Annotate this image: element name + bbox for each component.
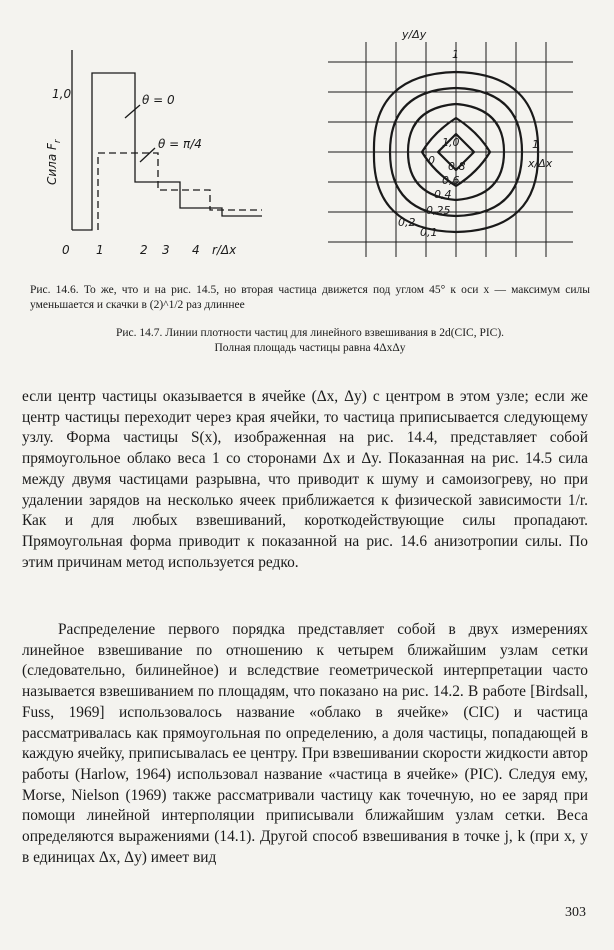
caption-fig-14-6: Рис. 14.6. То же, что и на рис. 14.5, но вторая частица движется под углом 45° к оси x — максимум силы уменьшается и скачки в (2)^1/2 раз длиннее — [30, 284, 590, 311]
contour-label-0-25: 0,25 — [426, 204, 451, 217]
x-tick-1: 1 — [96, 243, 104, 257]
label-leader-dashed — [140, 148, 155, 162]
page-number: 303 — [565, 905, 586, 920]
figure-14-7 — [318, 22, 598, 277]
caption-fig-14-7-line2: Полная площадь частицы равна 4ΔxΔy — [214, 342, 406, 354]
curve-label-dashed: θ = π/4 — [158, 137, 202, 151]
x-tick-3: 3 — [162, 243, 170, 257]
x-tick-4: 4 — [192, 243, 200, 257]
y-axis-title: Сила $F_r$ — [45, 139, 63, 185]
contour-label-0-1: 0,1 — [420, 226, 438, 239]
paragraph-1: если центр частицы оказывается в ячейке (Δx, Δy) с центром в этом узле; если же центр частицы переходит через края ячейки, то частица приписывается следующему узлу. Форма частицы S(x), изображенная на рис. 14.4, представляет собой прямоугольное облако веса 1 со сторонами Δx и Δy. Показанная на рис. 14.5 сила между двумя частицами разрывна, что приводит к шуму и самоизогреву, но при удалении зарядов на несколько ячеек приближается к физической зависимости 1/r. Как и для любых взвешиваний, короткодействующие силы пропадают. Прямоугольная форма приводит к показанной на рис. 14.6 анизотропии силы. По этим причинам метод используется редко. — [22, 388, 588, 571]
contour-label-0-4: 0,4 — [434, 188, 452, 201]
figure-14-6 — [40, 40, 280, 270]
curve-label-solid: θ = 0 — [142, 93, 175, 107]
tick-y-1: 1 — [452, 48, 459, 61]
x-tick-2: 2 — [140, 243, 148, 257]
x-axis-title: r/Δx — [212, 243, 237, 257]
paragraph-2: Распределение первого порядка представляет собой в двух измерениях линейное взвешивание по отношению к четырем ближайшим узлам сетки (следовательно, билинейное) и вследствие геометрической интерпретации часто называется взвешиванием по площадям, что показано на рис. 14.2. В работе [Birdsall, Fuss, 1969] использовалось название «облако в ячейке» (CIC) и частица рассматривалась как прямоугольная по определению, а доля частицы, попадающей в каждую ячейку, приписывалась ее центру. При взвешивании скорости жидкости автор работы (Harlow, 1964) использовал название «частица в ячейке» (PIC). Следуя ему, Morse, Nielson (1969) также рассматривали частицу как точечную, но ее заряд при помощи линейной интерполяции приписывали ближайшим узлам сетки. Веса определяются выражениями (14.1). Другой способ взвешивания в точке j, k (при x, y в единицах Δx, Δy) имеет вид — [22, 621, 588, 866]
caption-fig-14-7-line1: Рис. 14.7. Линии плотности частиц для линейного взвешивания в 2d(CIC, PIC). — [115, 327, 505, 339]
label-leader-solid — [125, 105, 140, 118]
contour-label-1-0: 1,0 — [442, 136, 460, 149]
origin-label: 0 — [62, 243, 70, 257]
contour-label-0-6: 0,6 — [442, 174, 460, 187]
contour-label-0-8: 0,8 — [448, 160, 466, 173]
x-axis-title: x/Δx — [528, 157, 553, 170]
contour-label-0-2: 0,2 — [398, 216, 416, 229]
tick-x-1: 1 — [532, 138, 539, 151]
y-axis-title: y/Δy — [402, 28, 427, 41]
y-tick-1: 1,0 — [52, 87, 72, 101]
origin-label: 0 — [428, 154, 435, 167]
caption-fig-14-7 — [30, 326, 590, 356]
